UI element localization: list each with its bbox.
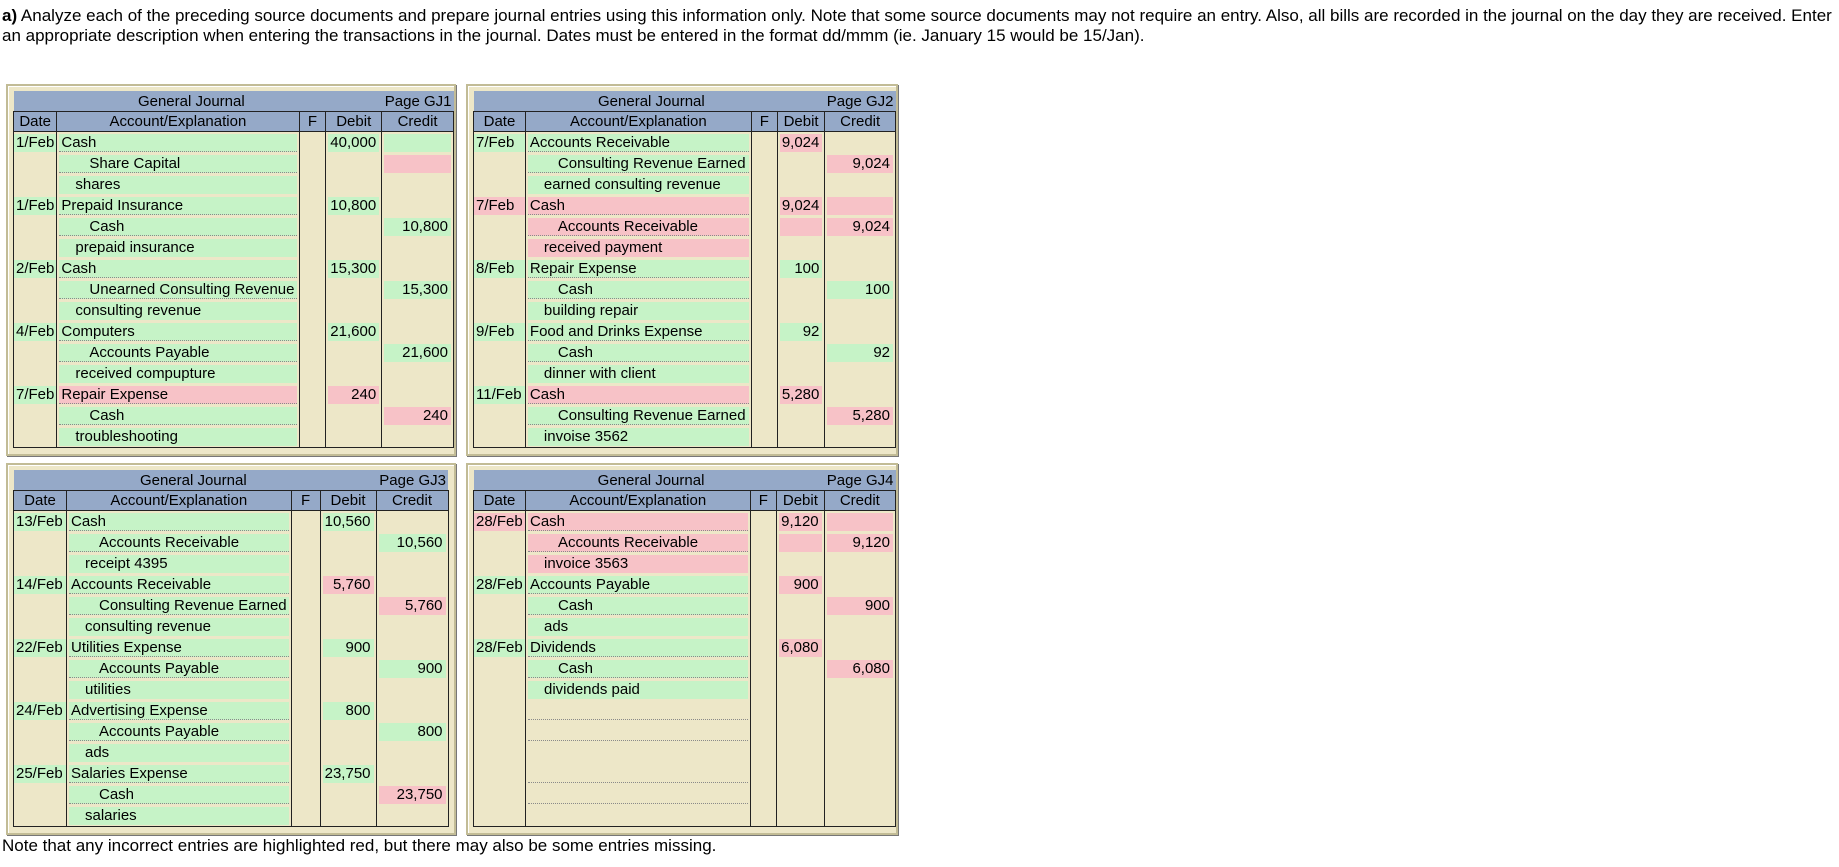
date-field[interactable]: 24/Feb: [14, 702, 66, 720]
journal-row: [474, 553, 896, 574]
folio-cell: [750, 658, 777, 679]
date-field[interactable]: 7/Feb: [474, 134, 525, 152]
credit-field[interactable]: 6,080: [827, 660, 893, 678]
folio-cell: [291, 742, 320, 763]
debit-field[interactable]: 9,024: [780, 197, 823, 215]
account-header: Account/Explanation: [67, 491, 292, 511]
journal-row: [474, 174, 896, 195]
folio-cell: [750, 574, 777, 595]
journal-title: General Journal: [525, 91, 777, 112]
journal-row: [14, 300, 454, 321]
folio-cell: [751, 195, 777, 216]
folio-cell: [750, 616, 777, 637]
journal-row: [474, 574, 896, 595]
account-header: Account/Explanation: [525, 491, 750, 511]
journal-row: [474, 532, 896, 553]
folio-cell: [751, 279, 777, 300]
credit-field[interactable]: [827, 513, 893, 531]
journal-row: [14, 784, 449, 805]
journal-row: [14, 805, 449, 827]
debit-header: Debit: [326, 112, 382, 132]
journal-row: [474, 279, 896, 300]
folio-cell: [299, 384, 326, 405]
date-field[interactable]: 2/Feb: [16, 259, 55, 277]
credit-field[interactable]: 9,120: [827, 534, 893, 552]
folio-cell: [751, 132, 777, 154]
credit-account-field[interactable]: Cash: [59, 218, 296, 236]
credit-account-field[interactable]: Cash: [528, 344, 749, 362]
date-header: Date: [14, 491, 67, 511]
credit-account-field[interactable]: Accounts Payable: [69, 660, 289, 678]
credit-account-field[interactable]: Share Capital: [59, 155, 296, 173]
general-journal-gj2: [466, 84, 898, 456]
journal-page-number: Page GJ2: [777, 91, 895, 112]
credit-account-field[interactable]: [528, 786, 748, 804]
debit-field[interactable]: 10,560: [323, 513, 374, 531]
journal-row: [14, 637, 449, 658]
debit-account-field[interactable]: Accounts Receivable: [528, 134, 749, 152]
journal-row: [14, 258, 454, 279]
debit-header: Debit: [320, 491, 376, 511]
folio-cell: [299, 132, 326, 154]
date-header: Date: [474, 112, 526, 132]
journal-row: [474, 216, 896, 237]
explanation-field[interactable]: salaries: [69, 807, 289, 825]
folio-cell: [299, 153, 326, 174]
date-field[interactable]: 28/Feb: [474, 513, 525, 531]
journal-row: [474, 258, 896, 279]
credit-field[interactable]: 23,750: [379, 786, 446, 804]
credit-field[interactable]: [827, 197, 893, 215]
debit-field[interactable]: 900: [323, 639, 374, 657]
credit-field[interactable]: 21,600: [384, 344, 451, 362]
explanation-field[interactable]: dinner with client: [528, 365, 749, 383]
debit-account-field[interactable]: Prepaid Insurance: [59, 197, 296, 215]
debit-field[interactable]: 40,000: [328, 134, 379, 152]
credit-account-field[interactable]: Cash: [59, 407, 296, 425]
folio-cell: [299, 342, 326, 363]
footer-note: Note that any incorrect entries are highlighted red, but there may also be some entries missing.: [2, 836, 717, 855]
journal-row: [474, 384, 896, 405]
folio-cell: [751, 426, 777, 448]
explanation-field[interactable]: earned consulting revenue: [528, 176, 749, 194]
journal-row: [14, 363, 454, 384]
journal-row: [14, 384, 454, 405]
folio-cell: [750, 553, 777, 574]
credit-account-field[interactable]: Consulting Revenue Earned: [69, 597, 289, 615]
journal-row: [474, 363, 896, 384]
credit-field[interactable]: 10,560: [379, 534, 446, 552]
folio-cell: [299, 300, 326, 321]
journal-table: [473, 91, 896, 448]
explanation-field[interactable]: consulting revenue: [59, 302, 296, 320]
date-field[interactable]: 13/Feb: [14, 513, 66, 531]
journal-row: [14, 195, 454, 216]
folio-cell: [751, 321, 777, 342]
date-field[interactable]: 28/Feb: [474, 639, 525, 657]
date-header: Date: [474, 491, 526, 511]
debit-field[interactable]: 10,800: [328, 197, 379, 215]
explanation-field[interactable]: ads: [69, 744, 289, 762]
debit-account-field[interactable]: [528, 702, 748, 720]
debit-account-field[interactable]: [528, 765, 748, 783]
journal-row: [14, 616, 449, 637]
credit-field[interactable]: 5,760: [379, 597, 446, 615]
explanation-field[interactable]: receipt 4395: [69, 555, 289, 573]
journal-row: [14, 721, 449, 742]
debit-account-field[interactable]: Cash: [528, 513, 748, 531]
journal-title: General Journal: [67, 470, 321, 491]
debit-field[interactable]: 6,080: [779, 639, 822, 657]
credit-account-field[interactable]: Accounts Payable: [69, 723, 289, 741]
folio-cell: [291, 721, 320, 742]
journal-title: General Journal: [525, 470, 776, 491]
credit-account-field[interactable]: Cash: [528, 281, 749, 299]
debit-account-field[interactable]: Cash: [59, 134, 296, 152]
explanation-field[interactable]: received compupture: [59, 365, 296, 383]
folio-cell: [750, 721, 777, 742]
explanation-field[interactable]: shares: [59, 176, 296, 194]
f-header: F: [750, 491, 777, 511]
debit-field[interactable]: 21,600: [328, 323, 379, 341]
folio-cell: [299, 258, 326, 279]
debit-account-field[interactable]: Cash: [59, 260, 296, 278]
journal-row: [474, 742, 896, 763]
debit-header: Debit: [777, 112, 825, 132]
folio-cell: [751, 384, 777, 405]
folio-cell: [750, 595, 777, 616]
folio-cell: [751, 363, 777, 384]
debit-header: Debit: [777, 491, 825, 511]
folio-cell: [751, 237, 777, 258]
instructions-text: Analyze each of the preceding source documents and prepare journal entries using this information only. Note that some source documents may not require an entry. Also, all bills are recorded in the journal on the day they are received. Enter an appropriate description when entering the transactions in the journal. Dates must be entered in the format dd/mmm (ie. January 15 would be 15/Jan).: [2, 6, 1832, 45]
date-field[interactable]: 9/Feb: [474, 323, 525, 341]
folio-cell: [299, 279, 326, 300]
explanation-field[interactable]: invoise 3562: [528, 428, 749, 446]
journal-row: [14, 700, 449, 721]
debit-account-field[interactable]: Food and Drinks Expense: [528, 323, 749, 341]
debit-field[interactable]: 92: [780, 323, 823, 341]
debit-field[interactable]: 100: [780, 260, 823, 278]
journal-row: [14, 342, 454, 363]
credit-account-field[interactable]: Accounts Payable: [59, 344, 296, 362]
journal-row: [474, 784, 896, 805]
journal-row: [474, 153, 896, 174]
credit-field[interactable]: 5,280: [827, 407, 893, 425]
debit-account-field[interactable]: Repair Expense: [59, 386, 296, 404]
credit-field[interactable]: 92: [827, 344, 893, 362]
credit-header: Credit: [824, 491, 895, 511]
date-field[interactable]: 11/Feb: [474, 386, 525, 404]
credit-header: Credit: [825, 112, 896, 132]
debit-field[interactable]: [779, 534, 822, 552]
folio-cell: [750, 763, 777, 784]
folio-cell: [299, 237, 326, 258]
folio-cell: [751, 405, 777, 426]
folio-cell: [750, 511, 777, 533]
journal-row: [474, 426, 896, 448]
folio-cell: [291, 532, 320, 553]
journal-row: [474, 616, 896, 637]
journal-row: [474, 721, 896, 742]
journal-row: [14, 511, 449, 533]
folio-cell: [751, 174, 777, 195]
folio-cell: [291, 511, 320, 533]
journal-table: [13, 470, 449, 827]
journal-row: [14, 742, 449, 763]
debit-account-field[interactable]: Cash: [528, 386, 749, 404]
credit-field[interactable]: 9,024: [827, 155, 893, 173]
folio-cell: [299, 363, 326, 384]
explanation-field[interactable]: ads: [528, 618, 748, 636]
journal-row: [474, 763, 896, 784]
journal-row: [14, 574, 449, 595]
folio-cell: [299, 426, 326, 448]
f-header: F: [291, 491, 320, 511]
folio-cell: [299, 174, 326, 195]
debit-field[interactable]: 5,280: [780, 386, 823, 404]
credit-account-field[interactable]: Accounts Receivable: [69, 534, 289, 552]
journal-row: [14, 679, 449, 700]
folio-cell: [291, 574, 320, 595]
folio-cell: [291, 637, 320, 658]
folio-cell: [291, 658, 320, 679]
debit-field[interactable]: 800: [323, 702, 374, 720]
credit-account-field[interactable]: [528, 723, 748, 741]
journal-row: [14, 237, 454, 258]
journal-row: [474, 321, 896, 342]
journal-row: [14, 405, 454, 426]
folio-cell: [751, 342, 777, 363]
folio-cell: [751, 258, 777, 279]
date-field[interactable]: 22/Feb: [14, 639, 66, 657]
journal-row: [474, 132, 896, 154]
date-field[interactable]: 4/Feb: [16, 322, 55, 340]
debit-account-field[interactable]: Advertising Expense: [69, 702, 289, 720]
folio-cell: [291, 595, 320, 616]
f-header: F: [299, 112, 326, 132]
credit-field[interactable]: 9,024: [827, 218, 893, 236]
folio-cell: [750, 784, 777, 805]
journal-row: [14, 174, 454, 195]
folio-cell: [751, 153, 777, 174]
debit-field[interactable]: 15,300: [328, 260, 379, 278]
folio-cell: [291, 784, 320, 805]
folio-cell: [291, 763, 320, 784]
journal-table: [473, 470, 896, 827]
date-field[interactable]: 8/Feb: [474, 260, 525, 278]
debit-account-field[interactable]: Utilities Expense: [69, 639, 289, 657]
credit-account-field[interactable]: Consulting Revenue Earned: [528, 155, 749, 173]
credit-field[interactable]: [384, 155, 451, 173]
debit-account-field[interactable]: Cash: [528, 197, 749, 215]
f-header: F: [751, 112, 777, 132]
explanation-field[interactable]: invoice 3563: [528, 555, 748, 573]
instructions-label: a): [2, 6, 18, 25]
journal-page-number: Page GJ4: [777, 470, 896, 491]
folio-cell: [291, 700, 320, 721]
folio-cell: [750, 805, 777, 827]
explanation-field[interactable]: building repair: [528, 302, 749, 320]
date-header: Date: [14, 112, 57, 132]
credit-account-field[interactable]: Unearned Consulting Revenue: [59, 281, 296, 299]
general-journal-gj3: [6, 463, 456, 835]
folio-cell: [750, 679, 777, 700]
journal-page-number: Page GJ3: [320, 470, 448, 491]
account-header: Account/Explanation: [525, 112, 751, 132]
date-field[interactable]: 28/Feb: [474, 576, 525, 594]
folio-cell: [751, 300, 777, 321]
journal-row: [14, 321, 454, 342]
date-field[interactable]: 7/Feb: [16, 385, 55, 403]
debit-field[interactable]: 240: [328, 386, 379, 404]
debit-account-field[interactable]: Accounts Receivable: [69, 576, 289, 594]
journal-table: [13, 91, 454, 448]
journal-row: [14, 279, 454, 300]
credit-account-field[interactable]: Cash: [528, 597, 748, 615]
debit-account-field[interactable]: Dividends: [528, 639, 748, 657]
credit-account-field[interactable]: Accounts Receivable: [528, 534, 748, 552]
explanation-field[interactable]: [528, 744, 748, 762]
journal-row: [14, 658, 449, 679]
credit-field[interactable]: 240: [384, 407, 451, 425]
debit-field[interactable]: 900: [779, 576, 822, 594]
credit-field[interactable]: 900: [379, 660, 446, 678]
debit-field[interactable]: [780, 218, 823, 236]
date-field[interactable]: 7/Feb: [474, 197, 525, 215]
debit-account-field[interactable]: Salaries Expense: [69, 765, 289, 783]
journal-row: [14, 132, 454, 154]
journal-row: [474, 700, 896, 721]
credit-header: Credit: [382, 112, 454, 132]
debit-field[interactable]: 5,760: [323, 576, 374, 594]
journal-row: [474, 658, 896, 679]
account-header: Account/Explanation: [57, 112, 299, 132]
debit-account-field[interactable]: Computers: [59, 323, 296, 341]
explanation-field[interactable]: troubleshooting: [59, 428, 296, 446]
date-field[interactable]: 14/Feb: [14, 576, 66, 594]
journal-row: [474, 805, 896, 827]
credit-field[interactable]: 800: [379, 723, 446, 741]
explanation-field[interactable]: received payment: [528, 239, 749, 257]
credit-header: Credit: [376, 491, 448, 511]
folio-cell: [299, 216, 326, 237]
journal-title: General Journal: [57, 91, 326, 112]
debit-account-field[interactable]: Repair Expense: [528, 260, 749, 278]
debit-account-field[interactable]: Cash: [69, 513, 289, 531]
folio-cell: [750, 700, 777, 721]
explanation-field[interactable]: dividends paid: [528, 681, 748, 699]
credit-field[interactable]: 900: [827, 597, 893, 615]
credit-field[interactable]: 15,300: [384, 281, 451, 299]
folio-cell: [299, 321, 326, 342]
debit-field[interactable]: 9,024: [780, 134, 823, 152]
journal-row: [474, 237, 896, 258]
debit-account-field[interactable]: Accounts Payable: [528, 576, 748, 594]
explanation-field[interactable]: [528, 807, 748, 825]
folio-cell: [291, 616, 320, 637]
journal-row: [474, 511, 896, 533]
explanation-field[interactable]: prepaid insurance: [59, 239, 296, 257]
journal-row: [474, 595, 896, 616]
explanation-field[interactable]: consulting revenue: [69, 618, 289, 636]
journal-row: [14, 553, 449, 574]
journal-row: [474, 342, 896, 363]
folio-cell: [291, 805, 320, 827]
debit-field[interactable]: 9,120: [779, 513, 822, 531]
date-field[interactable]: 1/Feb: [16, 133, 55, 151]
credit-field[interactable]: [384, 134, 451, 152]
debit-field[interactable]: 23,750: [323, 765, 374, 783]
journal-row: [14, 595, 449, 616]
instructions: [2, 6, 1837, 46]
folio-cell: [299, 195, 326, 216]
journal-row: [474, 637, 896, 658]
folio-cell: [291, 553, 320, 574]
journal-page-number: Page GJ1: [326, 91, 454, 112]
folio-cell: [750, 742, 777, 763]
general-journal-gj1: [6, 84, 456, 456]
date-field[interactable]: 1/Feb: [16, 196, 55, 214]
date-field[interactable]: 25/Feb: [14, 765, 66, 783]
journal-row: [14, 763, 449, 784]
journal-row: [14, 216, 454, 237]
folio-cell: [751, 216, 777, 237]
folio-cell: [291, 679, 320, 700]
folio-cell: [750, 532, 777, 553]
journal-row: [14, 532, 449, 553]
general-journal-gj4: [466, 463, 898, 835]
credit-account-field[interactable]: Accounts Receivable: [528, 218, 749, 236]
journal-row: [474, 195, 896, 216]
journal-row: [474, 405, 896, 426]
credit-account-field[interactable]: Cash: [528, 660, 748, 678]
credit-account-field[interactable]: Cash: [69, 786, 289, 804]
credit-field[interactable]: 100: [827, 281, 893, 299]
explanation-field[interactable]: utilities: [69, 681, 289, 699]
journal-row: [14, 426, 454, 448]
journal-row: [474, 679, 896, 700]
journal-row: [14, 153, 454, 174]
journal-row: [474, 300, 896, 321]
folio-cell: [299, 405, 326, 426]
credit-account-field[interactable]: Consulting Revenue Earned: [528, 407, 749, 425]
folio-cell: [750, 637, 777, 658]
credit-field[interactable]: 10,800: [384, 218, 451, 236]
